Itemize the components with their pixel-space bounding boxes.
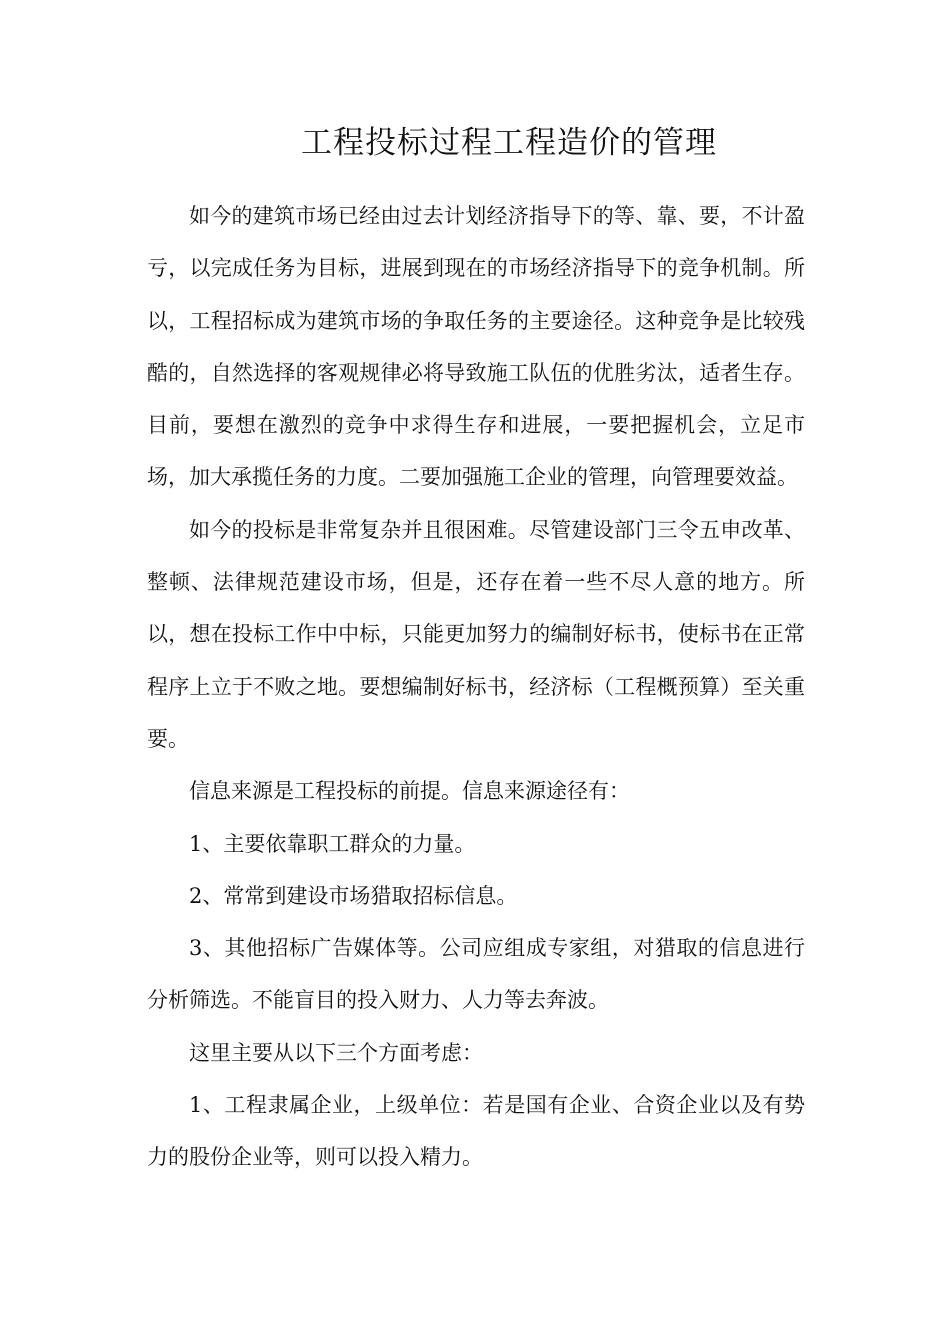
document-body [147, 190, 805, 1184]
list-item-source-1: 1、主要依靠职工群众的力量。 [189, 831, 476, 856]
document-title: 工程投标过程工程造价的管理 [301, 125, 717, 161]
list-item-source-2: 2、常常到建设市场猎取招标信息。 [189, 883, 518, 908]
paragraph-considerations: 这里主要从以下三个方面考虑： [189, 1040, 483, 1065]
list-item-consideration-1: 1、工程隶属企业，上级单位：若是国有企业、合资企业以及有势力的股份企业等，则可以投入精力。 [147, 1093, 805, 1170]
paragraph-bidding-difficulty: 如今的投标是非常复杂并且很困难。尽管建设部门三令五申改革、整顿、法律规范建设市场，但是，还存在着一些不尽人意的地方。所以，想在投标工作中中标，只能更加努力的编制好标书，使标书在正常程序上立于不败之地。要想编制好标书，经济标（工程概预算）至关重要。 [147, 517, 805, 751]
paragraph-intro: 如今的建筑市场已经由过去计划经济指导下的等、靠、要，不计盈亏，以完成任务为目标，进展到现在的市场经济指导下的竞争机制。所以，工程招标成为建筑市场的争取任务的主要途径。这种竞争是比较残酷的，自然选择的客观规律必将导致施工队伍的优胜劣汰，适者生存。目前，要想在激烈的竞争中求得生存和进展，一要把握机会，立足市场，加大承揽任务的力度。二要加强施工企业的管理，向管理要效益。 [147, 204, 805, 490]
list-item-source-3: 3、其他招标广告媒体等。公司应组成专家组，对猎取的信息进行分析筛选。不能盲目的投入财力、人力等去奔波。 [147, 936, 805, 1013]
paragraph-information-source: 信息来源是工程投标的前提。信息来源途径有： [189, 779, 630, 804]
